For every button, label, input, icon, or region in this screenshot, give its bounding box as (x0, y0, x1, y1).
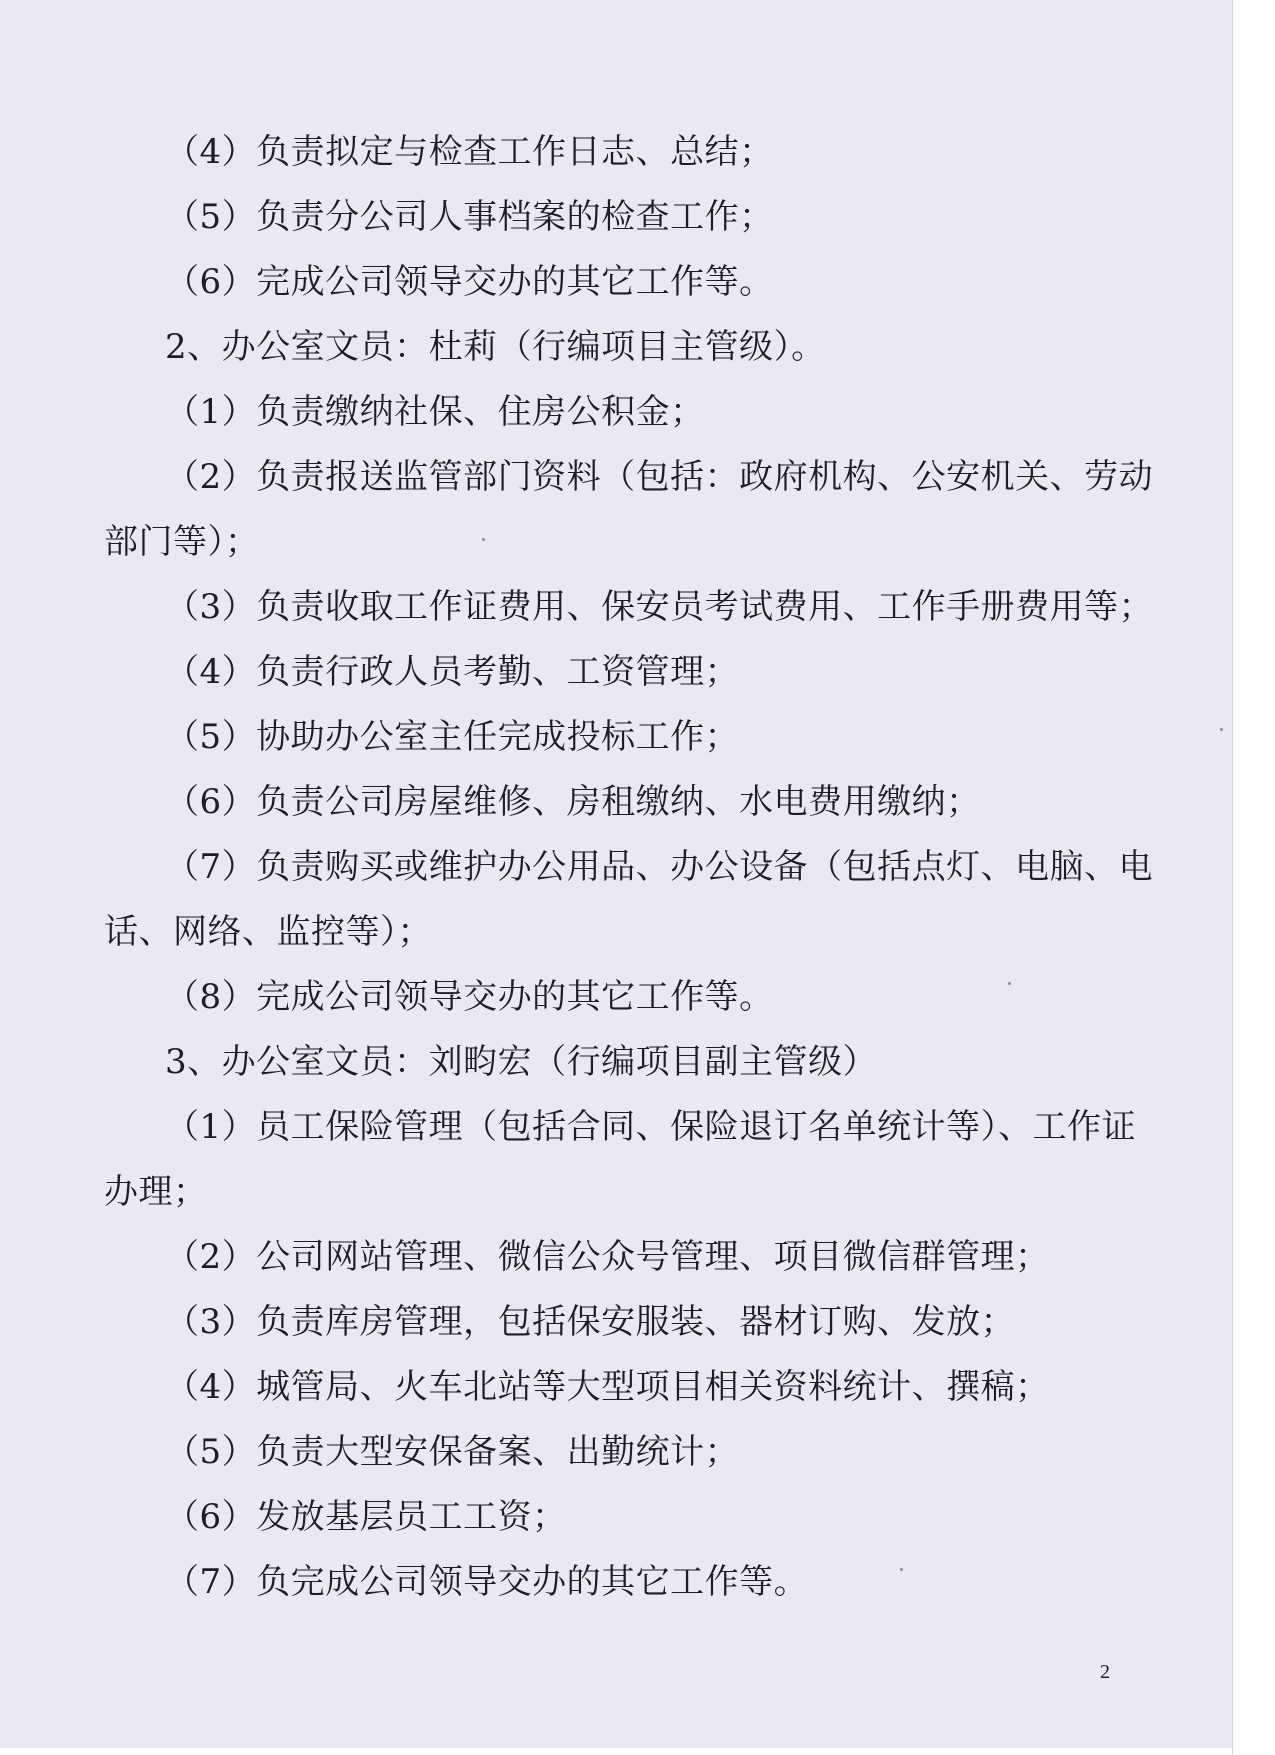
text-line-8: （3）负责收取工作证费用、保安员考试费用、工作手册费用等； (165, 587, 1154, 627)
text-line-19: （3）负责库房管理，包括保安服装、器材订购、发放； (165, 1302, 1016, 1342)
section-heading-2: 2、办公室文员：杜莉（行编项目主管级）。 (165, 327, 826, 367)
scan-speck (1008, 982, 1011, 985)
text-line-13: 话、网络、监控等）； (104, 912, 432, 952)
text-line-11: （6）负责公司房屋维修、房租缴纳、水电费用缴纳； (165, 782, 981, 822)
text-line-1: （4）负责拟定与检查工作日志、总结； (165, 132, 774, 172)
text-line-7: 部门等）； (104, 522, 260, 562)
text-line-21: （5）负责大型安保备案、出勤统计； (165, 1432, 740, 1472)
text-line-3: （6）完成公司领导交办的其它工作等。 (165, 262, 774, 302)
text-line-5: （1）负责缴纳社保、住房公积金； (165, 392, 705, 432)
text-line-10: （5）协助办公室主任完成投标工作； (165, 717, 740, 757)
text-line-12: （7）负责购买或维护办公用品、办公设备（包括点灯、电脑、电 (165, 847, 1154, 887)
section-heading-3: 3、办公室文员：刘畇宏（行编项目副主管级） (165, 1042, 878, 1082)
text-line-6: （2）负责报送监管部门资料（包括：政府机构、公安机关、劳动 (165, 457, 1154, 497)
text-line-22: （6）发放基层员工工资； (165, 1497, 567, 1537)
text-line-2: （5）负责分公司人事档案的检查工作； (165, 197, 774, 237)
text-line-16: （1）员工保险管理（包括合同、保险退订名单统计等）、工作证 (165, 1107, 1137, 1147)
text-line-9: （4）负责行政人员考勤、工资管理； (165, 652, 740, 692)
scan-speck (900, 1568, 903, 1571)
scan-speck (482, 538, 485, 541)
text-line-17: 办理； (104, 1172, 208, 1212)
scan-right-margin (1232, 0, 1275, 1755)
text-line-20: （4）城管局、火车北站等大型项目相关资料统计、撰稿； (165, 1367, 1050, 1407)
text-line-18: （2）公司网站管理、微信公众号管理、项目微信群管理； (165, 1237, 1050, 1277)
text-line-23: （7）负完成公司领导交办的其它工作等。 (165, 1562, 809, 1602)
scan-speck (1220, 728, 1223, 731)
text-line-14: （8）完成公司领导交办的其它工作等。 (165, 977, 774, 1017)
page-number: 2 (1100, 1661, 1110, 1683)
